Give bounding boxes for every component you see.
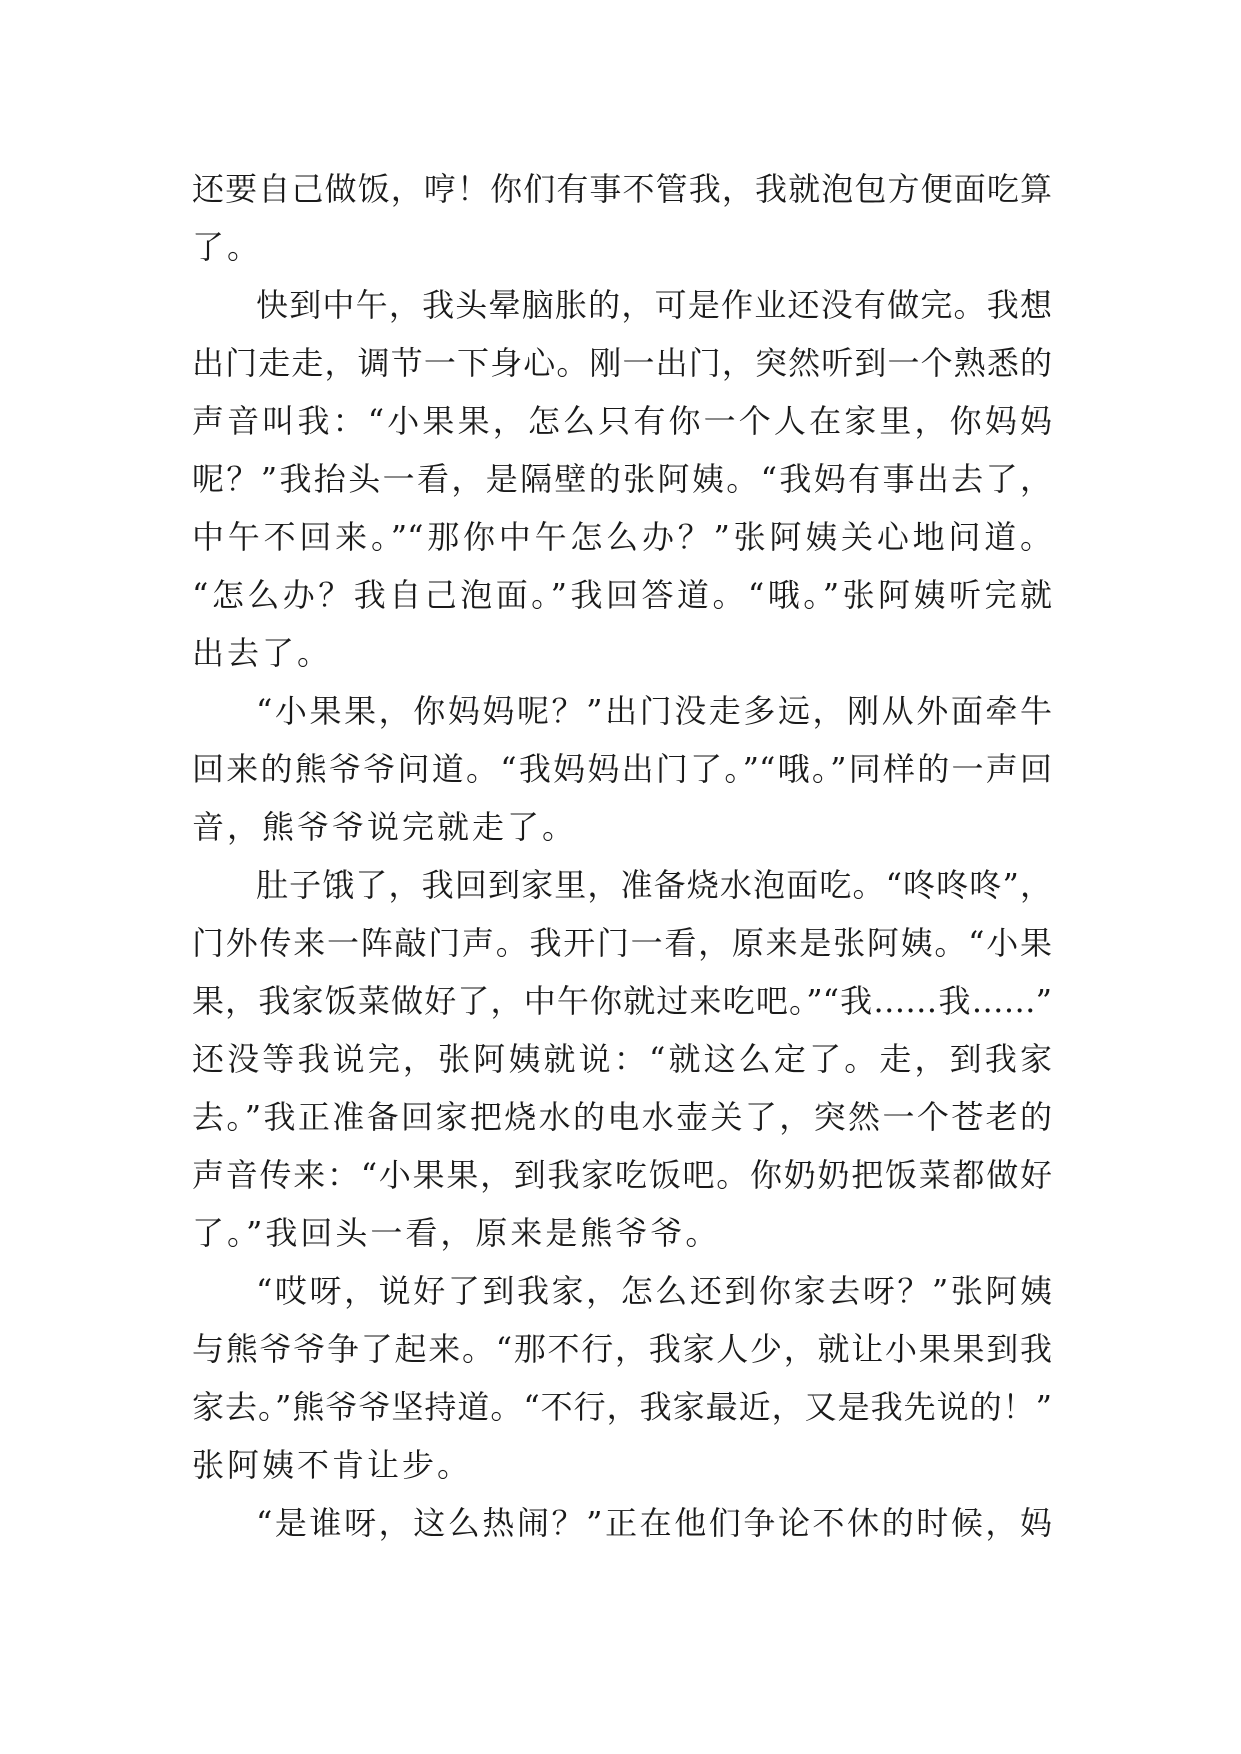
text-line: 中午不回来。”“那你中午怎么办？”张阿姨关心地问道。 bbox=[192, 518, 1052, 556]
text-line: 还没等我说完，张阿姨就说：“就这么定了。走，到我家 bbox=[192, 1040, 1052, 1078]
text-line: 去。”我正准备回家把烧水的电水壶关了，突然一个苍老的 bbox=[192, 1098, 1052, 1136]
text-line: 了。 bbox=[192, 228, 263, 266]
text-line: 出去了。 bbox=[192, 634, 333, 672]
text-line: 与熊爷爷争了起来。“那不行，我家人少，就让小果果到我 bbox=[192, 1330, 1052, 1368]
text-line: 声音传来：“小果果，到我家吃饭吧。你奶奶把饭菜都做好 bbox=[192, 1156, 1052, 1194]
paragraph-first-line: “是谁呀，这么热闹？”正在他们争论不休的时候，妈 bbox=[256, 1504, 1052, 1542]
text-line: 张阿姨不肯让步。 bbox=[192, 1446, 473, 1484]
text-line: 回来的熊爷爷问道。“我妈妈出门了。”“哦。”同样的一声回 bbox=[192, 750, 1052, 788]
text-line: “怎么办？我自己泡面。”我回答道。“哦。”张阿姨听完就 bbox=[192, 576, 1052, 614]
text-line: 声音叫我：“小果果，怎么只有你一个人在家里，你妈妈 bbox=[192, 402, 1052, 440]
paragraph-first-line: “小果果，你妈妈呢？”出门没走多远，刚从外面牵牛 bbox=[256, 692, 1052, 730]
story-text bbox=[192, 160, 1052, 1552]
text-line: 呢？”我抬头一看，是隔壁的张阿姨。“我妈有事出去了， bbox=[192, 460, 1052, 498]
text-line: 还要自己做饭，哼！你们有事不管我，我就泡包方便面吃算 bbox=[192, 170, 1052, 208]
text-line: 家去。”熊爷爷坚持道。“不行，我家最近，又是我先说的！” bbox=[192, 1388, 1052, 1426]
paragraph-first-line: 肚子饿了，我回到家里，准备烧水泡面吃。“咚咚咚”， bbox=[256, 866, 1052, 904]
text-line: 出门走走，调节一下身心。刚一出门，突然听到一个熟悉的 bbox=[192, 344, 1052, 382]
paragraph-first-line: 快到中午，我头晕脑胀的，可是作业还没有做完。我想 bbox=[256, 286, 1052, 324]
paragraph-first-line: “哎呀，说好了到我家，怎么还到你家去呀？”张阿姨 bbox=[256, 1272, 1052, 1310]
text-line: 了。”我回头一看，原来是熊爷爷。 bbox=[192, 1214, 721, 1252]
text-line: 门外传来一阵敲门声。我开门一看，原来是张阿姨。“小果 bbox=[192, 924, 1052, 962]
text-line: 音，熊爷爷说完就走了。 bbox=[192, 808, 578, 846]
text-line: 果，我家饭菜做好了，中午你就过来吃吧。”“我……我……” bbox=[192, 982, 1052, 1020]
